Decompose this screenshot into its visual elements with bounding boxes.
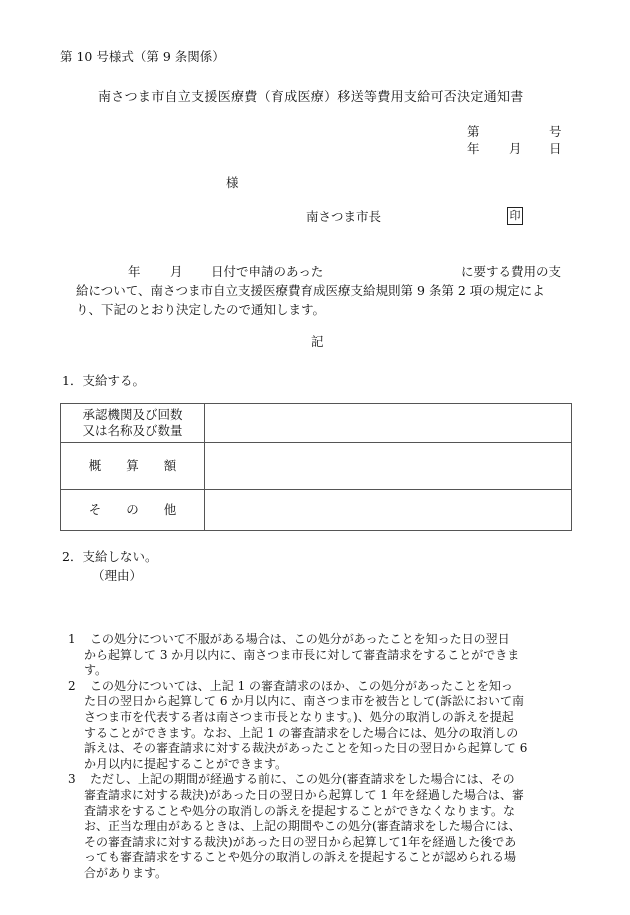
row-label-line: 承認機関及び回数 [82, 407, 183, 422]
body-date-applied: 日付で申請のあった [211, 264, 324, 279]
note-line: から起算して 3 か月以内に、南さつま市長に対して審査請求をすることができま [84, 647, 520, 662]
seal-box: 印 [507, 207, 523, 225]
body-line2: 給について、南さつま市自立支援医療費育成医療支給規則第 9 条第 2 項の規定によ [76, 283, 545, 298]
row-value-other [205, 490, 572, 531]
note-number: 1 [68, 632, 76, 646]
body-month: 月 [170, 264, 183, 279]
note-line: することができます。なお、上記 1 の審査請求をした場合には、処分の取消しの [84, 725, 519, 740]
note-line: か月以内に提起することができます。 [84, 756, 288, 771]
row-label-line: 又は名称及び数量 [82, 423, 183, 438]
reason-label: （理由） [92, 568, 143, 583]
body-line1-tail: に要する費用の支 [461, 264, 562, 279]
ki-heading: 記 [311, 334, 324, 349]
note-number: 2 [68, 678, 76, 693]
note-line: す。 [84, 663, 108, 678]
note-item [68, 772, 584, 881]
table-row [61, 443, 572, 490]
date-month: 月 [509, 141, 522, 156]
table-row [61, 404, 572, 443]
note-line: この処分について不服がある場合は、この処分があったことを知った日の翌日 [90, 632, 510, 646]
row-value-approval [205, 404, 572, 443]
note-line: さつま市を代表する者は南さつま市長となります。)、処分の取消しの訴えを提起 [84, 709, 514, 724]
note-line: 訴えは、その審査請求に対する裁決があったことを知った日の翌日から起算して 6 [84, 741, 528, 756]
note-line: その審査請求に対する裁決)があった日の翌日から起算して1年を経過した後であ [84, 834, 517, 849]
number-prefix: 第 [467, 124, 480, 139]
note-line: た日の翌日から起算して 6 か月以内に、南さつま市を被告として(訴訟において南 [84, 694, 524, 709]
notes-block [68, 632, 584, 882]
note-line: ただし、上記の期間が経過する前に、この処分(審査請求をした場合には、その [90, 772, 515, 787]
row-label-other: そ の 他 [61, 490, 205, 531]
number-suffix: 号 [549, 124, 562, 139]
note-item [68, 679, 584, 773]
row-label-approval [61, 404, 205, 443]
note-line: 査請求をすることや処分の取消しの訴えを提起することができなくなります。な [84, 803, 516, 818]
note-line: 合があります。 [84, 865, 168, 880]
addressee-suffix: 様 [226, 175, 239, 190]
body-line3: り、下記のとおり決定したので通知します。 [76, 302, 326, 317]
body-year: 年 [128, 264, 141, 279]
section2-heading: 2．支給しない。 [62, 549, 158, 564]
note-item [68, 632, 584, 679]
row-value-estimate [205, 443, 572, 490]
note-line: お、正当な理由があるときは、上記の期間やこの処分(審査請求をした場合には、 [84, 819, 521, 834]
document-title: 南さつま市自立支援医療費（育成医療）移送等費用支給可否決定通知書 [98, 90, 524, 105]
section1-heading: 1．支給する。 [62, 373, 145, 388]
note-line: この処分については、上記 1 の審査請求のほか、この処分があったことを知っ [90, 678, 513, 693]
note-line: っても審査請求をすることや処分の取消しの訴えを提起することが認められる場 [84, 850, 517, 865]
row-label-estimate: 概 算 額 [61, 443, 205, 490]
note-number: 3 [68, 772, 76, 787]
date-day: 日 [549, 141, 562, 156]
issuer-name: 南さつま市長 [306, 209, 382, 224]
table-row [61, 490, 572, 531]
date-year: 年 [467, 141, 480, 156]
decision-table [60, 403, 572, 531]
form-number: 第 10 号様式（第 9 条関係） [60, 49, 225, 64]
note-line: 審査請求に対する裁決)があった日の翌日から起算して 1 年を経過した場合は、審 [84, 787, 524, 802]
